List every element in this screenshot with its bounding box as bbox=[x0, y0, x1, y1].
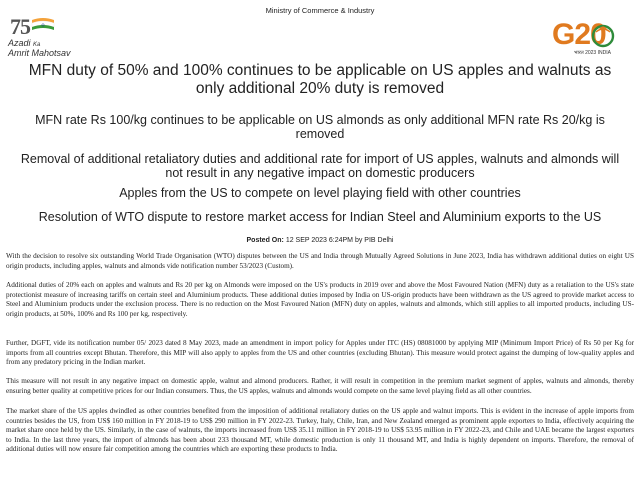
subheading-almonds: MFN rate Rs 100/kg continues to be applicable on US almonds as only additional MFN rate Rs 20/kg is removed bbox=[35, 113, 605, 141]
posted-on-value: 12 SEP 2023 6:24PM by PIB Delhi bbox=[285, 237, 394, 244]
lotus-globe-icon bbox=[590, 22, 616, 48]
body-paragraph: The market share of the US apples dwindled as other countries benefited from the imposition of additional retaliatory duties on the US apple and walnut imports. This is evident in the increase of apple imports from countries besides the US, from US$ 160 million in FY 2018-19 to US$ 290 million in FY 2022-23. Turkey, Italy, Chile, Iran, and New Zealand emerged as prominent apple exporters to India, effectively acquiring the market share once held by the US. Similarly, in the case of walnuts, the imports increased from US$ 35.11 million in FY 2018-19 to US$ 53.95 million in FY 2022-23, and Chile and UAE became the largest exporters to India. In the last three years, the import of almonds has been about 233 thousand MT, while domestic production is only 11 thousand MT, and India is highly dependent on imports. Therefore, the removal of additional duties will now ensure fair competition among the countries which are exporting these products to India. bbox=[6, 407, 634, 454]
g20-logo bbox=[552, 18, 634, 60]
g20-text: G20 bbox=[552, 18, 606, 51]
body-paragraph: Further, DGFT, vide its notification number 05/ 2023 dated 8 May 2023, made an amendment in import policy for Apples under ITC (HS) 08081000 by applying MIP (Minimum Import Price) of Rs 50 per Kg for imports from all countries except Bhutan. Therefore, this MIP will also apply to apples from the US and other countries (excluding Bhutan). This measure would protect against the dumping of low-quality apples and from any predatory pricing in the Indian market. bbox=[6, 339, 634, 367]
ministry-name: Ministry of Commerce & Industry bbox=[265, 6, 375, 15]
posted-on-label: Posted On: bbox=[246, 237, 284, 244]
azadi-ka-word: Ka bbox=[33, 42, 41, 48]
body-paragraph: This measure will not result in any negative impact on domestic apple, walnut and almond producers. Rather, it will result in competition in the premium market segment of apples, walnuts and almonds, thereby ensuring better quality at competitive prices for our Indian consumers. Thus, the US apples, walnuts and almonds would compete on the same level playing field as all other countries. bbox=[6, 377, 634, 395]
azadi-ka-amrit-mahotsav-logo bbox=[6, 14, 71, 58]
posted-on-line bbox=[0, 237, 640, 244]
azadi-75-number: 75 bbox=[10, 14, 30, 39]
g20-subtitle: भारत 2023 INDIA bbox=[574, 50, 611, 56]
subheading-level-playing-field: Apples from the US to compete on level playing field with other countries bbox=[119, 186, 521, 200]
azadi-word: Azadi bbox=[8, 38, 31, 48]
flag-icon bbox=[30, 18, 56, 32]
body-paragraph: Additional duties of 20% each on apples and walnuts and Rs 20 per kg on Almonds were imposed on the US's products in 2019 over and above the Most Favoured Nation (MFN) duty as a retaliation to the US's state protectionist measure of increasing tariffs on certain steel and Aluminium products. These additional duties imposed by India on US-origin products have been withdrawn as the US agreed to provide market access to Steel and Aluminium products under the exclusion process. There is no reduction on the Most Favoured Nation (MFN) duty on apples, walnuts and almonds, which still applies to all imported products, including US-origin products, at 50%, 100% and Rs 100 per kg, respectively. bbox=[6, 281, 634, 318]
page-title: MFN duty of 50% and 100% continues to be applicable on US apples and walnuts as only additional 20% duty is removed bbox=[28, 62, 612, 97]
amrit-mahotsav-text: Amrit Mahotsav bbox=[8, 48, 71, 58]
subheading-no-negative-impact: Removal of additional retaliatory duties and additional rate for import of US apples, walnuts and almonds will not result in any negative impact on domestic producers bbox=[20, 152, 620, 180]
subheading-wto-dispute: Resolution of WTO dispute to restore market access for Indian Steel and Aluminium exports to the US bbox=[38, 210, 602, 224]
body-paragraph: With the decision to resolve six outstanding World Trade Organisation (WTO) disputes between the US and India through Mutually Agreed Solutions in June 2023, India has withdrawn additional duties on eight US origin products, including apples, walnuts and almonds vide notification number 53/2023 (Custom). bbox=[6, 252, 634, 270]
